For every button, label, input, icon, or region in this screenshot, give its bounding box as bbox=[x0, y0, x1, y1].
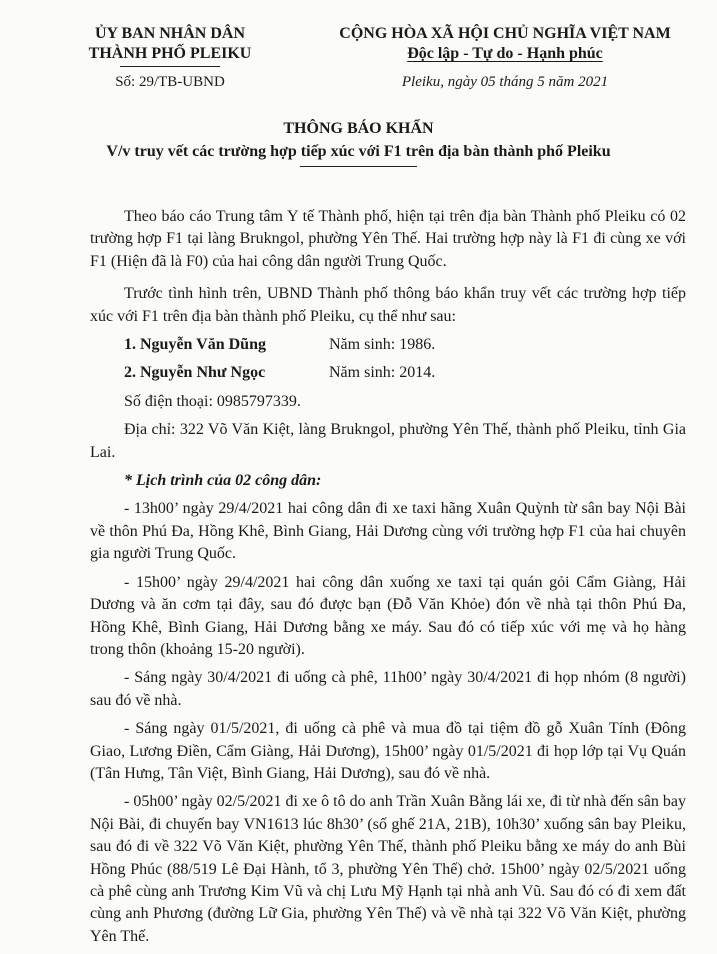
nation-name: CỘNG HÒA XÃ HỘI CHỦ NGHĨA VIỆT NAM bbox=[339, 25, 671, 42]
address: Địa chỉ: 322 Võ Văn Kiệt, làng Brukngol, phường Yên Thế, thành phố Pleiku, tỉnh Gia Lai. bbox=[90, 421, 686, 461]
document-header bbox=[0, 6, 717, 106]
schedule-item: - 05h00’ ngày 02/5/2021 đi xe ô tô do anh Trần Xuân Bằng lái xe, đi từ nhà đến sân bay Nội Bài, đi chuyến bay VN1613 lúc 8h30’ (số ghế 21A, 21B), 10h30’ xuống sân bay Pleiku, sau đó đi về 322 Võ Văn Kiệt, phường Yên Thế, thành phố Pleiku bằng xe máy do anh Bùi Hồng Phúc (88/519 Lê Đại Hành, tổ 3, phường Yên Thế) chở. 15h00’ ngày 02/5/2021 uống cà phê cùng anh Trương Kim Vũ và chị Lưu Mỹ Hạnh tại nhà anh Vũ. Sau đó có đi xem đất cùng anh Phương (đường Lữ Gia, phường Yên Thế) và về nhà tại 322 Võ Văn Kiệt, phường Yên Thế. bbox=[90, 793, 686, 945]
document-body bbox=[90, 206, 686, 954]
schedule-item: - Sáng ngày 01/5/2021, đi uống cà phê và mua đồ tại tiệm đồ gỗ Xuân Tính (Đông Giao, Lương Điền, Cẩm Giàng, Hải Dương), 15h00’ ngày 01/5/2021 đi họp lớp tại Vụ Quán (Tân Hưng, Tân Việt, Bình Giang, Hải Dương), sau đó về nhà. bbox=[90, 720, 686, 782]
schedule-heading: * Lịch trình của 02 công dân: bbox=[124, 472, 322, 490]
agency-name-line1: ỦY BAN NHÂN DÂN bbox=[94, 25, 246, 42]
subtitle-underline bbox=[300, 166, 417, 167]
person-birth-year: Năm sinh: 1986. bbox=[329, 336, 436, 354]
person-name: 1. Nguyễn Văn Dũng bbox=[124, 336, 266, 354]
announcement-paragraph: Trước tình hình trên, UBND Thành phố thông báo khẩn truy vết các trường hợp tiếp xúc với F1 trên địa bàn thành phố Pleiku, cụ thể như sau: bbox=[90, 285, 686, 325]
document-number: Số: 29/TB-UBND bbox=[115, 74, 225, 90]
agency-underline bbox=[120, 66, 220, 67]
agency-name-line2: THÀNH PHỐ PLEIKU bbox=[88, 45, 252, 62]
document-title: THÔNG BÁO KHẨN bbox=[283, 120, 434, 137]
person-entry bbox=[90, 334, 686, 356]
person-birth-year: Năm sinh: 2014. bbox=[329, 364, 436, 382]
phone-number: Số điện thoại: 0985797339. bbox=[124, 392, 301, 410]
person-name: 2. Nguyễn Như Ngọc bbox=[124, 364, 266, 382]
schedule-item: - Sáng ngày 30/4/2021 đi uống cà phê, 11h00’ ngày 30/4/2021 đi họp nhóm (8 người) sau đó về nhà. bbox=[90, 669, 686, 709]
nation-motto: Độc lập - Tự do - Hạnh phúc bbox=[407, 45, 603, 62]
place-date: Pleiku, ngày 05 tháng 5 năm 2021 bbox=[401, 74, 609, 90]
document-subtitle: V/v truy vết các trường hợp tiếp xúc với F1 trên địa bàn thành phố Pleiku bbox=[106, 143, 611, 160]
person-entry bbox=[90, 362, 686, 384]
schedule-item: - 15h00’ ngày 29/4/2021 hai công dân xuống xe taxi tại quán gỏi Cẩm Giàng, Hải Dương và ăn cơm tại đây, sau đó được bạn (Đỗ Văn Khỏe) đón về nhà tại thôn Phú Đa, Hồng Khê, Bình Giang, Hải Dương bằng xe máy. Sau đó có tiếp xúc với mẹ và họ hàng trong thôn (khoảng 15-20 người). bbox=[90, 573, 686, 658]
schedule-item: - 13h00’ ngày 29/4/2021 hai công dân đi xe taxi hãng Xuân Quỳnh từ sân bay Nội Bài về thôn Phú Đa, Hồng Khê, Bình Giang, Hải Dương cùng với trường hợp F1 của hai chuyên gia người Trung Quốc. bbox=[90, 500, 686, 563]
intro-paragraph: Theo báo cáo Trung tâm Y tế Thành phố, hiện tại trên địa bàn Thành phố Pleiku có 02 trường hợp F1 tại làng Brukngol, phường Yên Thế. Hai trường hợp này là F1 đi cùng xe với F1 (Hiện đã là F0) của hai công dân người Trung Quốc. bbox=[90, 208, 686, 270]
